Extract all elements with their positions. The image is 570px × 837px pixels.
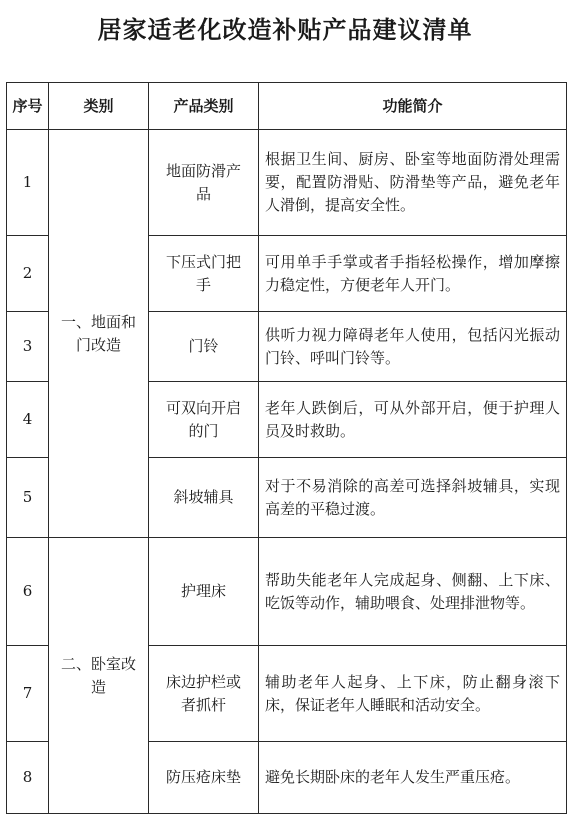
row-index: 8 bbox=[7, 742, 49, 814]
product-label: 床边护栏或者抓杆 bbox=[165, 672, 241, 714]
document-title: 居家适老化改造补贴产品建议清单 bbox=[97, 16, 473, 44]
product-label: 护理床 bbox=[180, 582, 226, 600]
function-text: 根据卫生间、厨房、卧室等地面防滑处理需要，配置防滑贴、防滑垫等产品，避免老年人滑倒，提高安全性。 bbox=[265, 150, 560, 214]
function-cell bbox=[259, 382, 567, 458]
function-cell bbox=[259, 538, 567, 646]
function-cell bbox=[259, 236, 567, 312]
function-cell bbox=[259, 742, 567, 814]
product-label: 地面防滑产品 bbox=[165, 161, 241, 203]
function-text: 对于不易消除的高差可选择斜坡辅具，实现高差的平稳过渡。 bbox=[265, 476, 560, 518]
category-label: 一、地面和门改造 bbox=[60, 312, 136, 354]
table-row bbox=[7, 538, 567, 646]
category-cell bbox=[49, 130, 149, 538]
row-index: 3 bbox=[7, 312, 49, 382]
row-index: 4 bbox=[7, 382, 49, 458]
product-cell bbox=[149, 236, 259, 312]
product-label: 可双向开启的门 bbox=[165, 398, 241, 440]
product-label: 下压式门把手 bbox=[165, 252, 241, 294]
function-text: 供听力视力障碍老年人使用，包括闪光振动门铃、呼叫门铃等。 bbox=[265, 325, 560, 367]
function-text: 避免长期卧床的老年人发生严重压疮。 bbox=[265, 768, 521, 786]
product-cell bbox=[149, 742, 259, 814]
product-cell bbox=[149, 130, 259, 236]
function-text: 帮助失能老年人完成起身、侧翻、上下床、吃饭等动作，辅助喂食、处理排泄物等。 bbox=[265, 570, 560, 612]
table-header-row bbox=[7, 83, 567, 130]
function-text: 老年人跌倒后，可从外部开启，便于护理人员及时救助。 bbox=[265, 398, 560, 440]
product-cell bbox=[149, 538, 259, 646]
product-label: 门铃 bbox=[188, 337, 219, 355]
function-cell bbox=[259, 312, 567, 382]
function-cell bbox=[259, 130, 567, 236]
row-index: 2 bbox=[7, 236, 49, 312]
header-index: 序号 bbox=[7, 83, 49, 130]
product-cell bbox=[149, 312, 259, 382]
header-product: 产品类别 bbox=[149, 83, 259, 130]
product-label: 斜坡辅具 bbox=[173, 488, 234, 506]
row-index: 7 bbox=[7, 646, 49, 742]
table-row bbox=[7, 130, 567, 236]
subsidy-product-table bbox=[6, 82, 567, 814]
row-index: 1 bbox=[7, 130, 49, 236]
product-cell bbox=[149, 382, 259, 458]
row-index: 6 bbox=[7, 538, 49, 646]
function-cell bbox=[259, 458, 567, 538]
product-cell bbox=[149, 646, 259, 742]
category-label: 二、卧室改造 bbox=[60, 654, 136, 696]
function-text: 辅助老年人起身、上下床，防止翻身滚下床，保证老年人睡眠和活动安全。 bbox=[265, 672, 560, 714]
function-cell bbox=[259, 646, 567, 742]
category-cell bbox=[49, 538, 149, 814]
function-text: 可用单手手掌或者手指轻松操作，增加摩擦力稳定性，方便老年人开门。 bbox=[265, 252, 560, 294]
header-category: 类别 bbox=[49, 83, 149, 130]
product-cell bbox=[149, 458, 259, 538]
row-index: 5 bbox=[7, 458, 49, 538]
product-label: 防压疮床垫 bbox=[165, 768, 241, 786]
header-function: 功能简介 bbox=[259, 83, 567, 130]
